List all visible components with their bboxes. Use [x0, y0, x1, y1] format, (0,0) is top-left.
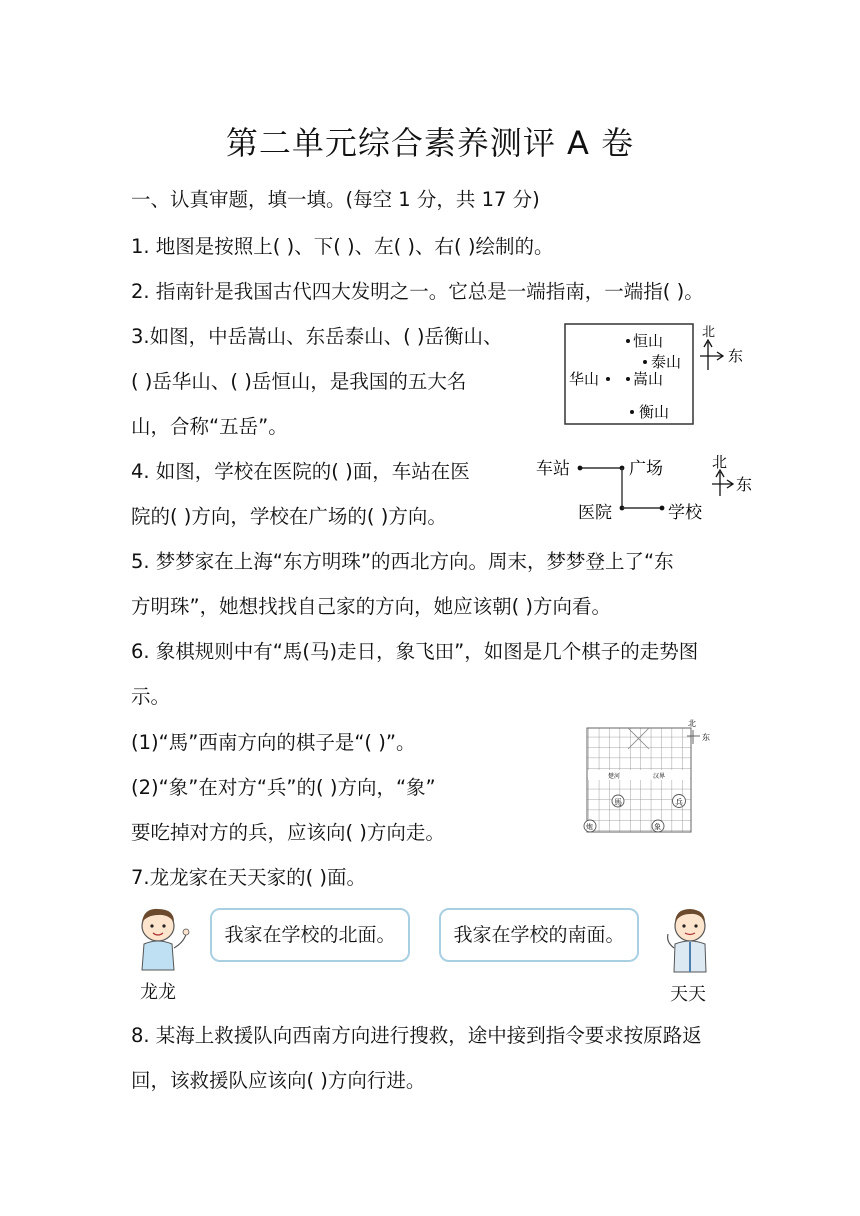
river-left-label: 楚河: [608, 773, 621, 780]
taishan-label: 泰山: [651, 353, 682, 371]
songshan-label: 嵩山: [633, 370, 664, 388]
hengshan-north-dot: [626, 339, 630, 343]
songshan-dot: [626, 377, 630, 381]
hengshan-south-dot: [630, 410, 634, 414]
taishan-dot: [643, 360, 647, 364]
question-8-line-1: 8. 某海上救援队向西南方向进行搜救，途中接到指令要求按原路返: [131, 1024, 702, 1047]
school-label: 学校: [668, 503, 702, 523]
question-6-line-1: 6. 象棋规则中有“馬(马)走日，象飞田”，如图是几个棋子的走势图: [131, 640, 699, 663]
speech-bubble-longlong: 我家在学校的北面。: [210, 908, 410, 962]
question-5-line-2: 方明珠”，她想找找自己家的方向，她应该朝( )方向看。: [131, 595, 612, 618]
chess-board: [578, 716, 718, 838]
huashan-dot: [606, 377, 610, 381]
horse-label: 馬: [614, 798, 622, 807]
question-6-sub-2: (2)“象”在对方“兵”的( )方向，“象”: [131, 776, 436, 799]
school-dot: [660, 506, 665, 511]
question-1: 1. 地图是按照上( )、下( )、左( )、右( )绘制的。: [131, 235, 554, 258]
square-label: 广场: [629, 459, 663, 479]
question-2: 2. 指南针是我国古代四大发明之一。它总是一端指南，一端指( )。: [131, 280, 704, 303]
question-6-sub-2b: 要吃掉对方的兵，应该向( )方向走。: [131, 821, 445, 844]
horse-piece: [612, 795, 624, 807]
river: [588, 770, 690, 780]
question-4-line-1: 4. 如图，学校在医院的( )面，车站在医: [131, 460, 470, 483]
soldier-piece: [673, 795, 686, 808]
question-3-line-1: 3.如图，中岳嵩山、东岳泰山、( )岳衡山、: [131, 325, 503, 348]
name-longlong: 龙龙: [140, 982, 176, 1003]
hospital-label: 医院: [578, 503, 612, 523]
river-right-label: 汉界: [653, 773, 666, 780]
name-tiantian: 天天: [670, 984, 706, 1005]
station-label: 车站: [536, 459, 570, 479]
school-route-map: [532, 448, 760, 528]
question-6-line-2: 示。: [131, 685, 171, 708]
compass-east-label: 东: [702, 733, 710, 742]
hengshan-north-label: 恒山: [633, 332, 664, 350]
question-3-line-2: ( )岳华山、( )岳恒山，是我国的五大名: [131, 370, 467, 393]
tiantian-avatar: [660, 904, 718, 978]
compass-north-label: 北: [688, 719, 696, 728]
elephant-label: 象: [654, 823, 661, 831]
question-4-line-2: 院的( )方向，学校在广场的( )方向。: [131, 505, 447, 528]
speech-bubble-tiantian: 我家在学校的南面。: [439, 908, 639, 962]
huashan-label: 华山: [569, 370, 600, 388]
question-5-line-1: 5. 梦梦家在上海“东方明珠”的西北方向。周末，梦梦登上了“东: [131, 550, 674, 573]
cannon-piece: [584, 820, 596, 832]
question-7: 7.龙龙家在天天家的( )面。: [131, 866, 367, 889]
soldier-label: 兵: [675, 798, 683, 807]
question-8-line-2: 回，该救援队应该向( )方向行进。: [131, 1069, 426, 1092]
elephant-piece: [652, 820, 664, 832]
compass-north-label: 北: [712, 453, 728, 471]
compass-north-label: 北: [702, 325, 716, 340]
cannon-label: 炮: [586, 823, 593, 831]
compass-east-label: 东: [728, 347, 744, 365]
question-6-sub-1: (1)“馬”西南方向的棋子是“( )”。: [131, 731, 416, 754]
mountains-map: [560, 318, 760, 430]
question-3-line-3: 山，合称“五岳”。: [131, 415, 288, 438]
section-heading: 一、认真审题，填一填。(每空 1 分，共 17 分): [131, 188, 540, 211]
page-title: 第二单元综合素养测评 A 卷: [225, 124, 635, 162]
longlong-avatar: [130, 904, 192, 976]
station-dot: [578, 466, 583, 471]
compass-east-label: 东: [736, 475, 753, 494]
hengshan-south-label: 衡山: [639, 403, 670, 421]
